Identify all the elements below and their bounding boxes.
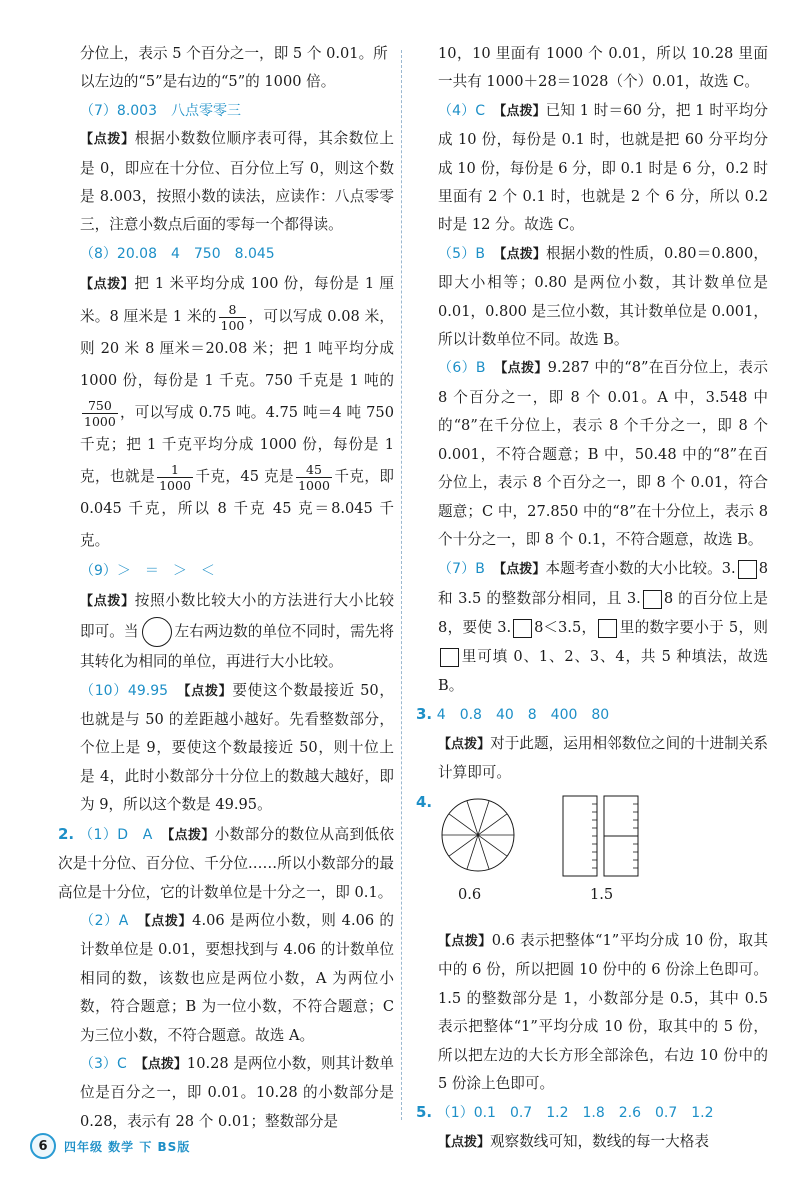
hint-tag: 【点拨】 (500, 361, 548, 377)
answer: （1）0.1 0.7 1.2 1.8 2.6 0.7 1.2 (436, 1105, 714, 1122)
fraction: $\frac{45}{1000}$ (298, 461, 330, 493)
fraction: $\frac{1}{1000}$ (159, 461, 191, 493)
blank-box (513, 619, 532, 638)
question-number: 3. (416, 705, 433, 724)
hint-tag: 【点拨】 (184, 683, 233, 699)
explanation: 根据小数数位顺序表可得，其余数位上是 0，即应在十分位、百分位上写 0，则这个数是 8.003，按照小数的读法，应读作：八点零零三，注意小数点后面的零每一个都得读。 (80, 130, 394, 234)
blank-box (440, 648, 459, 667)
fraction: $\frac{8}{100}$ (220, 301, 245, 333)
answer: （3）C (80, 1055, 127, 1072)
hint-tag: 【点拨】 (438, 736, 491, 752)
figure-caption: 0.6 (458, 885, 482, 903)
hint-tag: 【点拨】 (499, 246, 547, 262)
blank-box (738, 560, 757, 579)
answer: （1）D A (79, 826, 153, 843)
right-column: 10，10 里面有 1000 个 0.01，所以 10.28 里面一共有 1000＋28＝1028（个）0.01，故选 C。 （4）C 【点拨】已知 1 时＝60 分，把 1 时平均分成 10 份，每份是 0.1 时，也就是把 60 分平均分成 10 份，每份是 6 分，即 0.1 时是 6 分，0.2 时里面有 2 个 0.1 时，也就是 2 个 6 分，所以 0.2 时是 12 分。故选 C。 （5）B 【点拨】根据小数的性质，0.80＝0.800，即大小相等；0.80 是两位小数，其计数单位是 0.01，0.800 是三位小数，其计数单位是 0.001，所以计数单位不同。故选 B。 （6）B 【点拨】9.287 中的“8”在百分位上，表示 8 个百分之一，即 8 个 0.01。A 中，3.548 中的“8”在千分位上，表示 8 个千分之一，即 8 个 0.001，不符合题意；B 中，50.48 中的“8”在百分位上，表示 8 个百分之一，即 8 个 0.01，符合题意；C 中，27.850 中的“8”在十分位上，表示 8 个十分之一，即 8 个 0.1，不符合题意，故选 B。 （7）B 【点拨】本题考查小数的大小比较。3. 8和 3.5 的整数部分相同，且 3. 8 的百分位上是 8，要使 3. 8＜3.5， 里的数字要小于 5，则里可填 0、1、2、3、4，共 5 种填法，故选 B。 3. 4 0.8 40 8 400 80 【点拨】对于此题，运用相邻数位之间的十进制关系计算即可。 4. 0.6 1.5 【点拨】0.6 表示把整体“1”平均分成 10 份，取其中的 6 份，所以把圆 10 份中的 6 份涂上色即可。1.5 的整数部分是 1，小数部分是 0.5，其中 0.5 表示把整体“1”平均分成 10 份，取其中的 5 份，所以把左边的大长方形全部涂色，右边 10 份中的 5 份涂上色即可。 5. （1）0.1 0.7 1.2 1.8 2.6 0.7 1.2 【点拨】观察数线可知，数线的每一大格表 (438, 40, 768, 1157)
hint-tag: 【点拨】 (499, 103, 546, 119)
hint-tag: 【点拨】 (144, 913, 193, 929)
answer: （7）B (438, 561, 485, 578)
hint-tag: 【点拨】 (438, 1134, 491, 1150)
question-number: 4. (416, 792, 433, 811)
question-number: 2. (58, 824, 75, 843)
blank-box (598, 619, 617, 638)
blank-circle (142, 617, 172, 647)
hint-tag: 【点拨】 (167, 827, 215, 843)
hint-tag: 【点拨】 (141, 1056, 187, 1072)
left-column: 分位上，表示 5 个百分之一，即 5 个 0.01。所 以左边的“5”是右边的“5”的 1000 倍。 （7）8.003 八点零零三 【点拨】根据小数数位顺序表可得，其余数位上是 0，即应在十分位、百分位上写 0，则这个数是 8.003，按照小数的读法，应读作：八点零零三，注意小数点后面的零每一个都得读。 （8）20.08 4 750 8.045 【点拨】把 1 米平均分成 100 份，每份是 1 厘米。8 厘米是 1 米的 $\frac{8}{100}$ ，可以写成 0.08 米，则 20 米 8 厘米＝20.08 米；把 1 吨平均分成 1000 份，每份是 1 千克。750 千克是 1 吨的 $\frac{750}{1000}$ ，可以写成 0.75 吨。4.75 吨＝4 吨 750 千克；把 1 千克平均分成 1000 份，每份是 1 克，也就是 $\frac{1}{1000}$ 千克，45 克是 $\frac{45}{1000}$ 千克，即 0.045 千克，所以 8 千克 45 克＝8.045 千克。 （9）＞ ＝ ＞ ＜ 【点拨】按照小数比较大小的方法进行大小比较即可。当 左右两边数的单位不同时，需先将其转化为相同的单位，再进行大小比较。 （10）49.95 【点拨】要使这个数最接近 50，也就是与 50 的差距越小越好。先看整数部分，个位上是 9，要使这个数最接近 50，则十位上是 4，此时小数部分十分位上的数越大越好，即为 9，所以这个数是 49.95。 2. （1）D A 【点拨】小数部分的数位从高到低依次是十分位、百分位、千分位……所以小数部分的最高位是十分位，它的计数单位是十分之一，即 0.1。 （2）A 【点拨】4.06 是两位小数，则 4.06 的计数单位是 0.01，要想找到与 4.06 的计数单位相同的数，该数也应是两位小数，A 为两位小数，符合题意；B 为一位小数，不符合题意；C 为三位小数，不符合题意。故选 A。 （3）C 【点拨】10.28 是两位小数，则其计数单位是百分之一，即 0.01。10.28 的小数部分是 0.28，表示有 28 个 0.01；整数部分是 (80, 40, 394, 1136)
answer: （7）8.003 八点零零三 (80, 102, 241, 119)
text: 10，10 里面有 1000 个 0.01，所以 10.28 里面一共有 1000＋28＝1028（个）0.01，故选 C。 (438, 45, 768, 91)
page-footer (30, 1134, 190, 1158)
answer: （2）A (80, 912, 129, 929)
hint-tag: 【点拨】 (80, 277, 135, 293)
hint-tag: 【点拨】 (80, 132, 135, 148)
page-number: 6 (30, 1133, 56, 1159)
book-title: 四年级 数学 下 BS版 (64, 1139, 191, 1154)
hint-tag: 【点拨】 (80, 593, 135, 609)
text: 分位上，表示 5 个百分之一，即 5 个 0.01。所 (80, 45, 388, 62)
explanation: 把 1 米平均分成 100 份，每份是 1 厘米。8 厘米是 1 米的 (80, 275, 394, 326)
answer: （4）C (438, 102, 485, 119)
answer: （9）＞ ＝ ＞ ＜ (80, 563, 215, 580)
hint-tag: 【点拨】 (438, 933, 492, 949)
answer: （10）49.95 (80, 682, 169, 699)
blank-box (643, 590, 662, 609)
figure-caption: 1.5 (590, 885, 614, 903)
figures (438, 817, 768, 927)
answer: 4 0.8 40 8 400 80 (436, 707, 610, 724)
answer: （8）20.08 4 750 8.045 (80, 245, 275, 262)
rectangle-figure (562, 795, 672, 879)
fraction: $\frac{750}{1000}$ (84, 397, 116, 429)
answer: （5）B (438, 245, 485, 262)
text: 以左边的“5”是右边的“5”的 1000 倍。 (80, 73, 336, 91)
circle-figure (438, 795, 518, 875)
answer: （6）B (438, 360, 486, 377)
hint-tag: 【点拨】 (499, 562, 546, 578)
question-number: 5. (416, 1103, 433, 1122)
column-divider (401, 50, 402, 1120)
